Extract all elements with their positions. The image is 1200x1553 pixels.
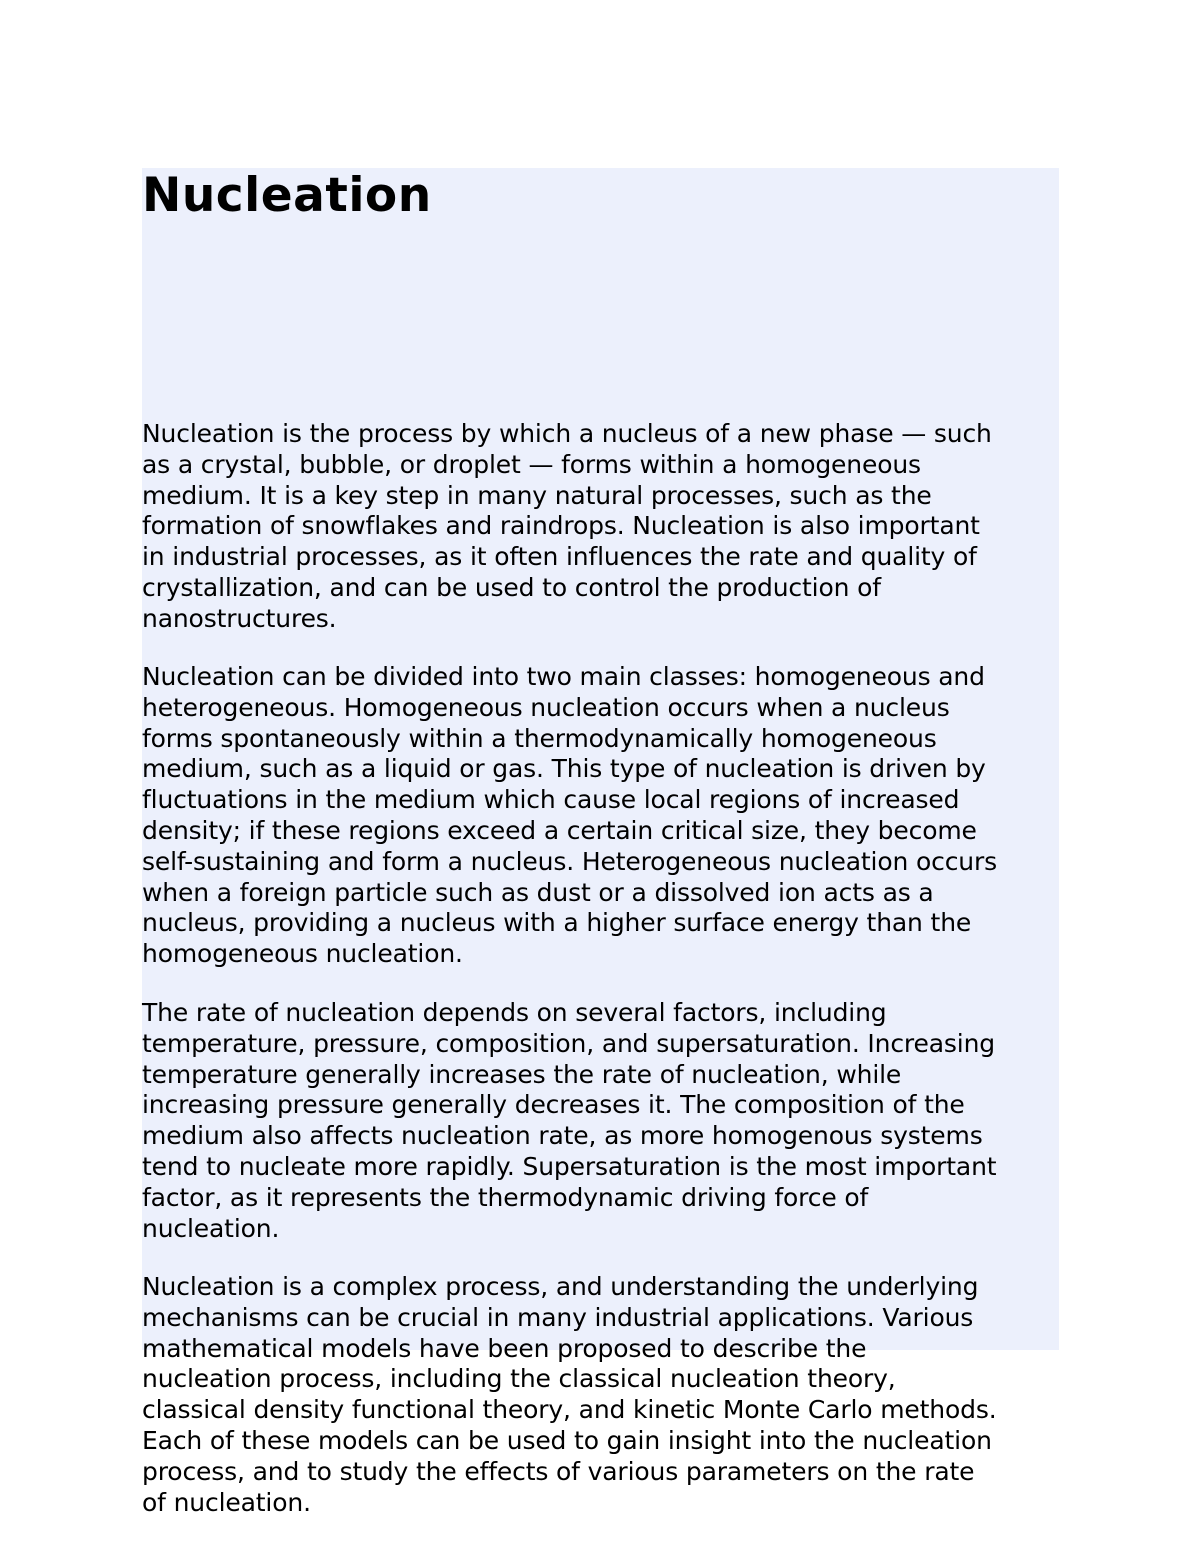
article-content — [142, 168, 1059, 1517]
text-line: Nucleation can be divided into two main classes: homogeneous and — [142, 662, 985, 691]
text-line: classical density functional theory, and kinetic Monte Carlo methods. — [142, 1395, 997, 1425]
text-line: density; if these regions exceed a certain critical size, they become — [142, 815, 977, 845]
paragraph-1 — [142, 419, 1059, 635]
text-line: mathematical models have been proposed to describe the — [142, 1333, 867, 1363]
text-line: temperature generally increases the rate of nucleation, while — [142, 1059, 902, 1089]
text-line: temperature, pressure, composition, and supersaturation. Increasing — [142, 1028, 995, 1058]
text-line: tend to nucleate more rapidly. Supersaturation is the most important — [142, 1151, 997, 1181]
text-line: nucleus, providing a nucleus with a higher surface energy than the — [142, 908, 972, 938]
text-line: when a foreign particle such as dust or a dissolved ion acts as a — [142, 877, 934, 907]
text-line: nucleation process, including the classical nucleation theory, — [142, 1364, 896, 1394]
text-line: medium also affects nucleation rate, as more homogenous systems — [142, 1121, 983, 1151]
page-title: Nucleation — [142, 168, 432, 223]
paragraph-3 — [142, 998, 1059, 1244]
text-line: factor, as it represents the thermodynamic driving force of — [142, 1182, 869, 1212]
text-line: heterogeneous. Homogeneous nucleation occurs when a nucleus — [142, 692, 950, 722]
text-line: in industrial processes, as it often influences the rate and quality of — [142, 542, 977, 572]
text-line: formation of snowflakes and raindrops. Nucleation is also important — [142, 511, 980, 541]
text-line: The rate of nucleation depends on several factors, including — [142, 998, 887, 1027]
text-line: medium. It is a key step in many natural processes, such as the — [142, 480, 932, 510]
text-line: mechanisms can be crucial in many industrial applications. Various — [142, 1302, 974, 1332]
paragraph-4 — [142, 1272, 1059, 1518]
text-line: fluctuations in the medium which cause local regions of increased — [142, 785, 960, 815]
text-line: self-sustaining and form a nucleus. Heterogeneous nucleation occurs — [142, 846, 998, 876]
text-line: forms spontaneously within a thermodynamically homogeneous — [142, 723, 937, 753]
text-line: crystallization, and can be used to control the production of — [142, 572, 881, 602]
text-line: medium, such as a liquid or gas. This type of nucleation is driven by — [142, 754, 986, 784]
text-line: nanostructures. — [142, 603, 337, 633]
text-line: process, and to study the effects of various parameters on the rate — [142, 1456, 975, 1486]
text-line: nucleation. — [142, 1213, 280, 1243]
text-line: as a crystal, bubble, or droplet — forms within a homogeneous — [142, 449, 921, 479]
text-line: Nucleation is a complex process, and understanding the underlying — [142, 1272, 979, 1301]
text-line: of nucleation. — [142, 1487, 311, 1517]
text-line: Each of these models can be used to gain insight into the nucleation — [142, 1425, 992, 1455]
text-line: increasing pressure generally decreases it. The composition of the — [142, 1090, 965, 1120]
paragraph-2 — [142, 662, 1059, 970]
text-line: homogeneous nucleation. — [142, 939, 463, 969]
text-line: Nucleation is the process by which a nucleus of a new phase — such — [142, 419, 992, 448]
